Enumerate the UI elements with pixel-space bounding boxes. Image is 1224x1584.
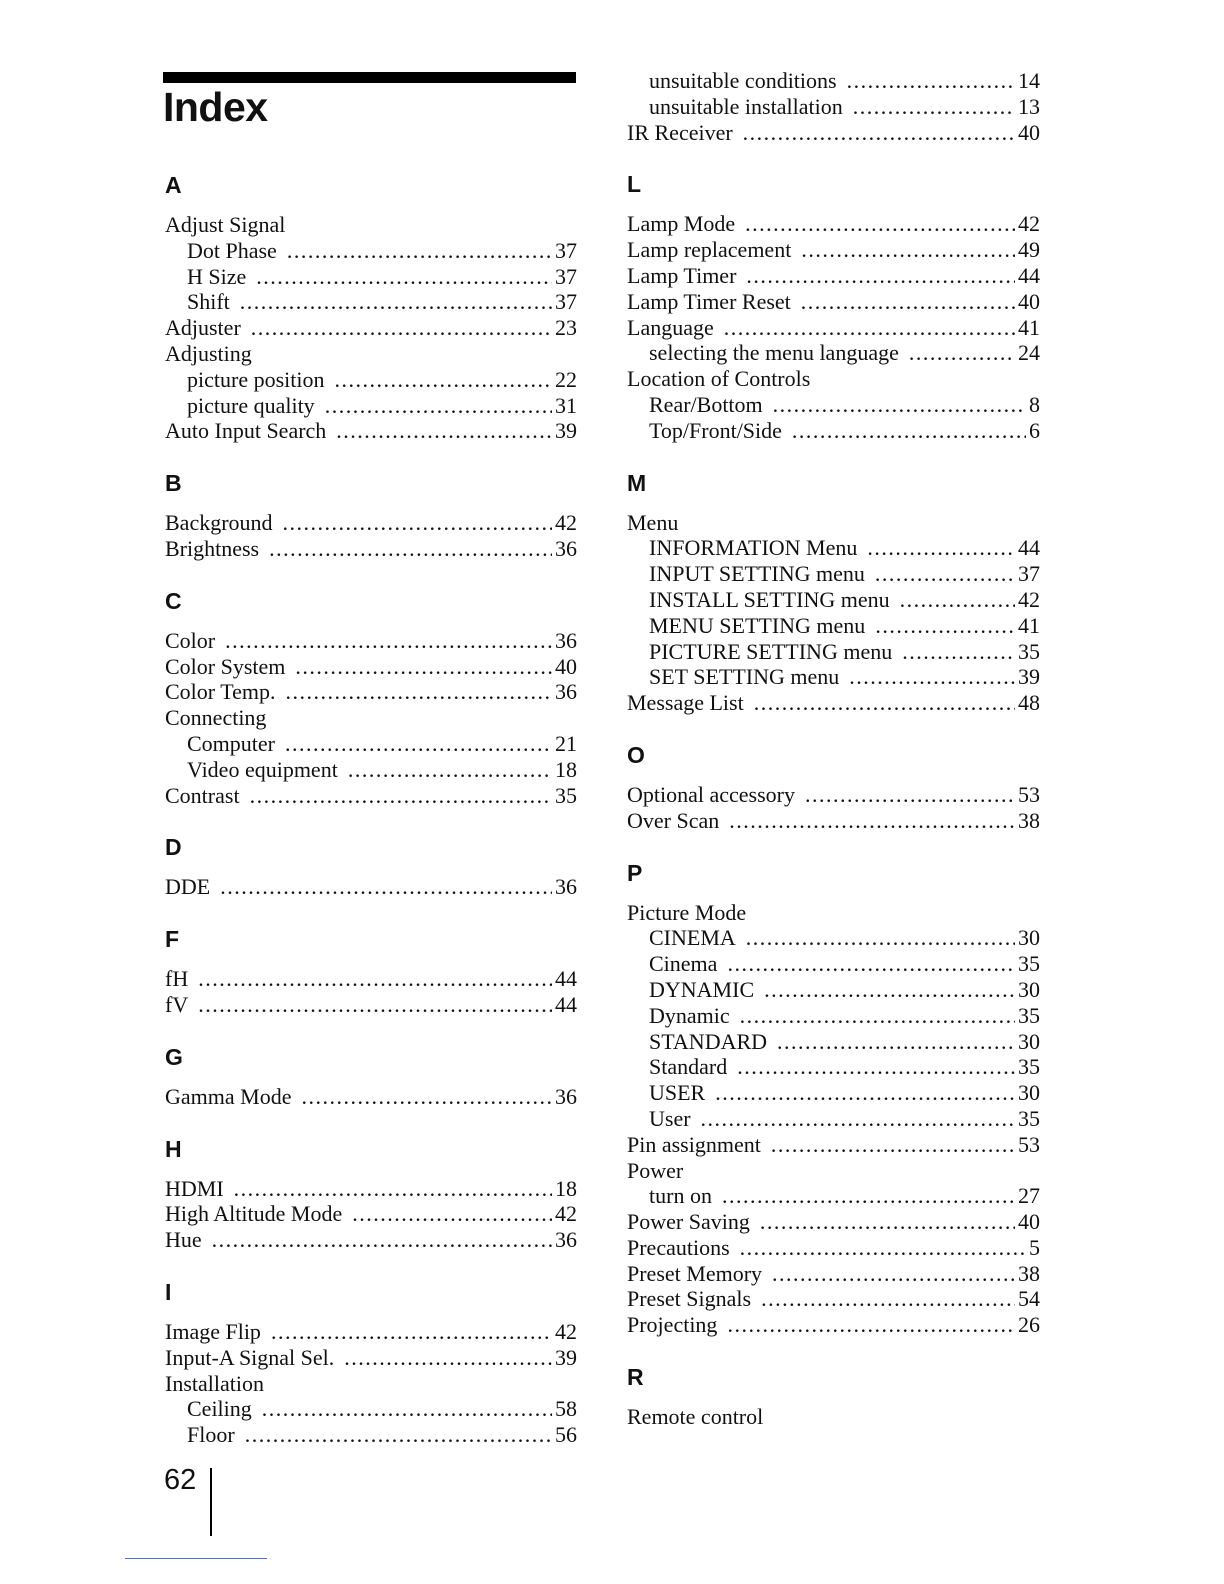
section-letter: M [627, 469, 647, 496]
entry-page-number: 35 [1018, 1054, 1040, 1080]
entry-label: Brightness [165, 535, 260, 561]
entry-label: fH [165, 966, 189, 992]
index-entry [165, 966, 577, 992]
entry-label: Contrast [165, 782, 240, 808]
index-subentry [165, 393, 577, 419]
index-entry [165, 783, 577, 809]
entry-label: Dot Phase [187, 237, 277, 263]
dot-leader [745, 211, 1015, 237]
dot-leader [729, 808, 1015, 834]
dot-leader [746, 263, 1015, 289]
index-entry [627, 690, 1040, 716]
entry-label: Preset Signals [627, 1286, 752, 1312]
entry-page-number: 35 [1018, 1002, 1040, 1028]
index-subentry [627, 561, 1040, 587]
dot-leader [715, 1080, 1015, 1106]
index-subentry [627, 68, 1040, 94]
entry-label: HDMI [165, 1175, 224, 1201]
index-subentry [627, 1003, 1040, 1029]
section-letter: D [165, 834, 182, 861]
entry-page-number: 30 [1018, 976, 1040, 1002]
dot-leader [724, 315, 1015, 341]
entry-page-number: 38 [1018, 1260, 1040, 1286]
entry-page-number: 42 [555, 510, 577, 536]
section-letter: F [165, 926, 180, 953]
entry-page-number: 35 [1018, 638, 1040, 664]
index-column-right [627, 68, 1040, 1430]
entry-label: Language [627, 314, 714, 340]
dot-leader [325, 393, 552, 419]
index-entry [627, 366, 1040, 392]
entry-label: INSTALL SETTING menu [649, 586, 890, 612]
dot-leader [250, 783, 552, 809]
index-entry [165, 1176, 577, 1202]
section-letter: H [165, 1135, 182, 1162]
entry-page-number: 49 [1018, 237, 1040, 263]
dot-leader [801, 289, 1015, 315]
entry-page-number: 13 [1018, 93, 1040, 119]
dot-leader [301, 1084, 552, 1110]
index-section-g [165, 1044, 577, 1110]
dot-leader [344, 1345, 552, 1371]
index-entry [627, 1158, 1040, 1184]
dot-leader [849, 664, 1015, 690]
entry-page-number: 36 [555, 627, 577, 653]
entry-label: Remote control [627, 1404, 764, 1430]
index-subentry [165, 289, 577, 315]
entry-page-number: 41 [1018, 314, 1040, 340]
entry-label: Image Flip [165, 1318, 261, 1344]
entry-label: Color System [165, 653, 286, 679]
entry-label: CINEMA [649, 925, 736, 951]
dot-leader [352, 1201, 552, 1227]
entry-label: High Altitude Mode [165, 1201, 343, 1227]
entry-label: Lamp replacement [627, 237, 792, 263]
index-section-m [627, 470, 1040, 716]
entry-label: Location of Controls [627, 366, 811, 392]
entry-page-number: 31 [555, 392, 577, 418]
index-section-i [165, 1279, 577, 1448]
entry-page-number: 37 [555, 263, 577, 289]
index-entry [165, 212, 577, 238]
dot-leader [348, 757, 552, 783]
entry-page-number: 14 [1018, 68, 1040, 93]
index-section-c [165, 588, 577, 809]
entry-page-number: 24 [1018, 340, 1040, 366]
entry-label: Adjust Signal [165, 212, 286, 237]
section-letter: B [165, 470, 182, 497]
entry-label: Projecting [627, 1312, 718, 1338]
entry-label: Standard [649, 1054, 728, 1080]
entry-label: Lamp Timer Reset [627, 288, 791, 314]
dot-leader [740, 1003, 1015, 1029]
index-entry [165, 1345, 577, 1371]
entry-page-number: 38 [1018, 807, 1040, 833]
dot-leader [760, 1209, 1015, 1235]
entry-page-number: 30 [1018, 1028, 1040, 1054]
entry-page-number: 37 [555, 289, 577, 315]
section-letter: O [627, 741, 645, 768]
entry-page-number: 6 [1029, 417, 1040, 443]
index-subentry [627, 613, 1040, 639]
index-entry [627, 1312, 1040, 1338]
dot-leader [737, 1054, 1015, 1080]
entry-label: Over Scan [627, 807, 720, 833]
entry-label: Ceiling [187, 1396, 252, 1422]
entry-label: IR Receiver [627, 119, 733, 145]
entry-page-number: 42 [1018, 586, 1040, 612]
dot-leader [287, 238, 552, 264]
entry-label: selecting the menu language [649, 340, 899, 366]
entry-label: Optional accessory [627, 781, 795, 807]
dot-leader [727, 951, 1015, 977]
index-subentry [165, 731, 577, 757]
entry-page-number: 5 [1029, 1234, 1040, 1260]
dot-leader [792, 418, 1026, 444]
entry-page-number: 54 [1018, 1286, 1040, 1312]
entry-label: INFORMATION Menu [649, 535, 858, 561]
entry-label: Shift [187, 289, 230, 315]
index-subentry [627, 1183, 1040, 1209]
entry-page-number: 40 [555, 653, 577, 679]
index-entry [627, 1286, 1040, 1312]
entry-page-number: 41 [1018, 612, 1040, 638]
entry-label: DDE [165, 874, 211, 900]
entry-label: Pin assignment [627, 1131, 761, 1157]
entry-label: Picture Mode [627, 899, 747, 925]
dot-leader [761, 1286, 1015, 1312]
entry-label: SET SETTING menu [649, 664, 840, 690]
index-entry [627, 808, 1040, 834]
dot-leader [743, 120, 1015, 146]
section-letter: R [627, 1364, 644, 1391]
dot-leader [853, 94, 1015, 120]
section-letter: I [165, 1278, 172, 1305]
dot-leader [764, 977, 1015, 1003]
dot-leader [777, 1029, 1015, 1055]
dot-leader [746, 925, 1015, 951]
entry-page-number: 30 [1018, 1080, 1040, 1106]
dot-leader [286, 679, 553, 705]
index-section-l [627, 171, 1040, 443]
entry-label: Top/Front/Side [649, 417, 782, 443]
entry-label: Dynamic [649, 1002, 730, 1028]
entry-label: Computer [187, 730, 275, 756]
index-section-p [627, 860, 1040, 1339]
index-entry [165, 1084, 577, 1110]
page-title: Index [163, 84, 268, 130]
index-entry [165, 341, 577, 367]
page-number-divider [210, 1468, 212, 1536]
entry-label: STANDARD [649, 1028, 768, 1054]
dot-leader [740, 1235, 1026, 1261]
index-section-continued [627, 68, 1040, 145]
entry-page-number: 44 [555, 966, 577, 992]
entry-label: Auto Input Search [165, 418, 327, 444]
index-subentry [627, 340, 1040, 366]
entry-page-number: 40 [1018, 1209, 1040, 1235]
index-entry [627, 315, 1040, 341]
entry-page-number: 42 [555, 1318, 577, 1344]
entry-label: Power Saving [627, 1209, 750, 1235]
dot-leader [727, 1312, 1015, 1338]
entry-page-number: 42 [555, 1201, 577, 1227]
index-subentry [627, 977, 1040, 1003]
dot-leader [334, 367, 552, 393]
entry-label: picture position [187, 366, 325, 392]
entry-label: USER [649, 1080, 706, 1106]
index-subentry [627, 639, 1040, 665]
dot-leader [902, 639, 1015, 665]
index-entry [165, 315, 577, 341]
index-entry [627, 1132, 1040, 1158]
entry-label: Cinema [649, 951, 718, 977]
entry-label: Menu [627, 509, 679, 535]
entry-label: Message List [627, 690, 744, 716]
entry-label: Lamp Mode [627, 211, 736, 237]
entry-label: Precautions [627, 1234, 730, 1260]
entry-page-number: 23 [555, 315, 577, 341]
index-subentry [165, 757, 577, 783]
entry-label: DYNAMIC [649, 976, 755, 1002]
entry-page-number: 36 [555, 1083, 577, 1109]
entry-page-number: 35 [1018, 951, 1040, 977]
dot-leader [271, 1319, 552, 1345]
entry-page-number: 37 [1018, 561, 1040, 587]
index-section-b [165, 470, 577, 562]
dot-leader [245, 1422, 552, 1448]
section-letter: C [165, 587, 182, 614]
entry-page-number: 30 [1018, 925, 1040, 951]
entry-page-number: 53 [1018, 781, 1040, 807]
index-entry [165, 874, 577, 900]
entry-page-number: 37 [555, 237, 577, 263]
section-letter: A [165, 172, 182, 198]
index-section-h [165, 1136, 577, 1253]
dot-leader [269, 536, 552, 562]
entry-label: fV [165, 991, 189, 1017]
index-entry [627, 120, 1040, 146]
entry-label: unsuitable installation [649, 93, 843, 119]
index-entry [627, 510, 1040, 536]
entry-label: Adjusting [165, 340, 252, 366]
dot-leader [198, 992, 552, 1018]
index-entry [627, 1235, 1040, 1261]
index-subentry [627, 951, 1040, 977]
index-entry [165, 1227, 577, 1253]
index-section-d [165, 834, 577, 900]
index-subentry [627, 418, 1040, 444]
entry-label: Hue [165, 1227, 202, 1253]
entry-label: Floor [187, 1422, 235, 1448]
index-section-a [165, 172, 577, 444]
dot-leader [336, 418, 552, 444]
entry-page-number: 40 [1018, 288, 1040, 314]
index-entry [165, 992, 577, 1018]
entry-label: Video equipment [187, 756, 338, 782]
index-entry [627, 1404, 1040, 1430]
index-entry [627, 1209, 1040, 1235]
entry-page-number: 39 [555, 1344, 577, 1370]
index-subentry [165, 264, 577, 290]
index-entry [627, 237, 1040, 263]
dot-leader [771, 1132, 1015, 1158]
index-subentry [627, 587, 1040, 613]
entry-page-number: 44 [1018, 262, 1040, 288]
entry-label: Connecting [165, 705, 267, 731]
entry-label: Power [627, 1157, 684, 1183]
entry-label: User [649, 1105, 691, 1131]
index-entry [165, 628, 577, 654]
index-subentry [165, 1422, 577, 1448]
dot-leader [701, 1106, 1015, 1132]
index-section-f [165, 926, 577, 1018]
dot-leader [772, 1261, 1015, 1287]
entry-page-number: 22 [555, 366, 577, 392]
entry-label: turn on [649, 1183, 712, 1209]
index-subentry [165, 238, 577, 264]
index-subentry [627, 664, 1040, 690]
entry-label: Lamp Timer [627, 262, 737, 288]
dot-leader [262, 1396, 552, 1422]
index-subentry [627, 1029, 1040, 1055]
entry-page-number: 36 [555, 874, 577, 900]
dot-leader [212, 1227, 552, 1253]
dot-leader [198, 966, 552, 992]
entry-page-number: 39 [555, 418, 577, 444]
entry-label: MENU SETTING menu [649, 612, 866, 638]
dot-leader [234, 1176, 552, 1202]
entry-page-number: 39 [1018, 664, 1040, 690]
entry-label: Gamma Mode [165, 1083, 292, 1109]
index-column-left [165, 160, 577, 1448]
dot-leader [805, 782, 1015, 808]
dot-leader [285, 731, 552, 757]
index-entry [165, 1319, 577, 1345]
entry-label: picture quality [187, 392, 315, 418]
entry-page-number: 36 [555, 679, 577, 705]
dot-leader [773, 392, 1026, 418]
entry-page-number: 8 [1029, 391, 1040, 417]
index-subentry [627, 1054, 1040, 1080]
index-entry [627, 289, 1040, 315]
entry-page-number: 35 [1018, 1105, 1040, 1131]
entry-label: Background [165, 510, 273, 536]
entry-page-number: 21 [555, 730, 577, 756]
section-letter: L [627, 171, 642, 198]
entry-label: Color [165, 627, 216, 653]
index-subentry [627, 94, 1040, 120]
dot-leader [867, 535, 1015, 561]
index-subentry [627, 925, 1040, 951]
dot-leader [220, 874, 552, 900]
entry-label: Input-A Signal Sel. [165, 1344, 335, 1370]
entry-page-number: 48 [1018, 690, 1040, 716]
entry-page-number: 36 [555, 1227, 577, 1253]
dot-leader [801, 237, 1015, 263]
dot-leader [225, 628, 552, 654]
dot-leader [283, 510, 552, 536]
index-subentry [627, 535, 1040, 561]
dot-leader [900, 587, 1015, 613]
dot-leader [909, 340, 1015, 366]
entry-label: PICTURE SETTING menu [649, 638, 893, 664]
entry-page-number: 42 [1018, 211, 1040, 237]
dot-leader [847, 68, 1015, 94]
entry-page-number: 36 [555, 535, 577, 561]
entry-page-number: 53 [1018, 1131, 1040, 1157]
entry-page-number: 40 [1018, 119, 1040, 145]
index-entry [165, 654, 577, 680]
index-entry [165, 1201, 577, 1227]
section-letter: P [627, 859, 643, 886]
entry-page-number: 18 [555, 1175, 577, 1201]
dot-leader [295, 654, 552, 680]
index-entry [165, 1371, 577, 1397]
entry-page-number: 26 [1018, 1312, 1040, 1338]
index-entry [165, 679, 577, 705]
index-entry [627, 1261, 1040, 1287]
entry-label: Color Temp. [165, 679, 276, 705]
index-entry [627, 782, 1040, 808]
dot-leader [256, 264, 552, 290]
index-subentry [165, 367, 577, 393]
dot-leader [754, 690, 1015, 716]
entry-page-number: 44 [555, 991, 577, 1017]
entry-page-number: 56 [555, 1422, 577, 1448]
entry-label: INPUT SETTING menu [649, 561, 865, 587]
index-entry [165, 705, 577, 731]
index-section-o [627, 742, 1040, 834]
entry-label: unsuitable conditions [649, 68, 837, 93]
entry-label: Installation [165, 1370, 264, 1396]
entry-page-number: 18 [555, 756, 577, 782]
index-subentry [627, 1106, 1040, 1132]
index-entry [627, 900, 1040, 926]
bottom-rule [125, 1558, 267, 1559]
entry-label: Adjuster [165, 315, 241, 341]
index-subentry [627, 392, 1040, 418]
entry-label: Preset Memory [627, 1260, 763, 1286]
entry-label: Rear/Bottom [649, 391, 763, 417]
section-letter: G [165, 1043, 183, 1070]
index-entry [627, 263, 1040, 289]
index-entry [165, 510, 577, 536]
index-section-r [627, 1364, 1040, 1430]
dot-leader [251, 315, 552, 341]
entry-page-number: 58 [555, 1396, 577, 1422]
index-entry [627, 211, 1040, 237]
page-number: 62 [164, 1464, 197, 1496]
entry-label: H Size [187, 263, 247, 289]
dot-leader [240, 289, 552, 315]
dot-leader [722, 1183, 1015, 1209]
dot-leader [875, 613, 1015, 639]
index-subentry [165, 1396, 577, 1422]
entry-page-number: 44 [1018, 535, 1040, 561]
entry-page-number: 27 [1018, 1183, 1040, 1209]
dot-leader [875, 561, 1015, 587]
index-entry [165, 418, 577, 444]
entry-page-number: 35 [555, 782, 577, 808]
index-subentry [627, 1080, 1040, 1106]
index-entry [165, 536, 577, 562]
